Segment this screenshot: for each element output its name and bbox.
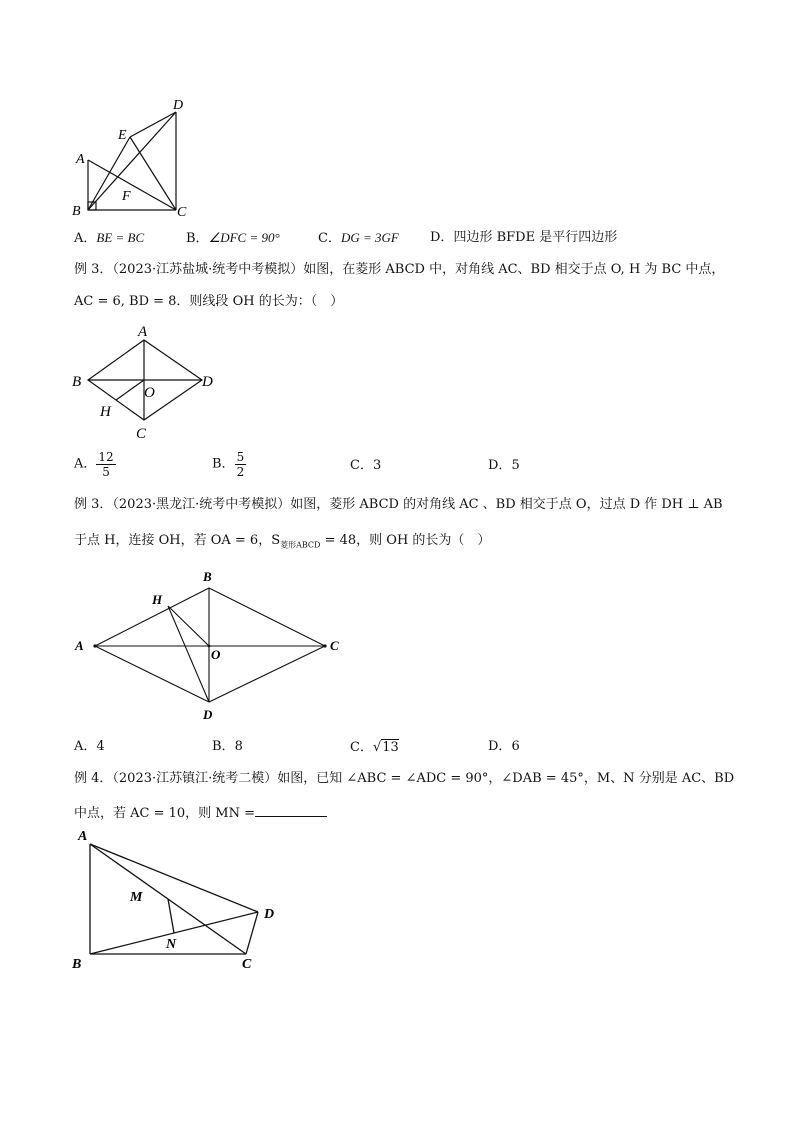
ex3b-label-d: D — [203, 707, 213, 722]
ex3a-option-c: C．3 — [350, 458, 382, 473]
ex4-label-d: D — [264, 907, 275, 922]
ex3a-question-line2: AC = 6, BD = 8．则线段 OH 的长为：（ ） — [74, 294, 344, 309]
ex4-label-n: N — [166, 937, 177, 952]
figure-rhombus-1 — [66, 322, 226, 444]
prev-option-a: A．BE = BC — [74, 230, 145, 246]
ex4-label-c: C — [242, 957, 252, 972]
ex3b-option-a: A．4 — [74, 739, 105, 754]
prev-option-c: C．DG = 3GF — [318, 230, 399, 246]
ex3a-option-d: D．5 — [488, 458, 520, 473]
ex3a-label-d: D — [202, 374, 213, 390]
ex3b-option-b: B．8 — [212, 739, 243, 754]
ex4-label-a: A — [78, 829, 88, 844]
fig1-label-c: C — [177, 205, 187, 220]
ex3b-label-c: C — [330, 638, 339, 653]
ex4-label-b: B — [72, 957, 82, 972]
ex3a-label-a: A — [138, 324, 148, 340]
figure-rhombus-2 — [70, 566, 350, 726]
ex3b-question-line1: 例 3．（2023·黑龙江·统考中考模拟）如图，菱形 ABCD 的对角线 AC 、BD 相交于点 O，过点 D 作 DH ⊥ AB — [74, 497, 723, 512]
fig1-label-d: D — [173, 98, 184, 113]
ex3b-option-d: D．6 — [488, 739, 520, 754]
fig1-label-f: F — [122, 189, 131, 204]
ex3b-question-line2: 于点 H，连接 OH，若 OA = 6，$S_{菱形ABCD} = 48$，则 OH 的长为（ ） — [74, 533, 491, 550]
ex3b-label-h: H — [152, 592, 163, 607]
ex3b-label-a: A — [75, 638, 84, 653]
ex3b-option-c: C．√13 — [350, 740, 399, 755]
fig1-label-a: A — [76, 152, 85, 167]
ex3a-label-b: B — [72, 374, 82, 390]
ex3a-label-h: H — [100, 404, 111, 420]
fig1-label-e: E — [118, 128, 127, 143]
ex3a-label-c: C — [136, 426, 147, 442]
ex3a-option-a: A． $\frac{12}{5}$ — [74, 450, 114, 479]
ex3b-label-b: B — [203, 569, 212, 584]
ex3a-option-b: B． $\frac{5}{2}$ — [212, 450, 245, 479]
ex3a-label-o: O — [144, 385, 155, 401]
ex3a-question-line1: 例 3．（2023·江苏盐城·统考中考模拟）如图，在菱形 ABCD 中，对角线 AC、BD 相交于点 O, H 为 BC 中点， — [74, 262, 725, 277]
ex4-question-line2: 中点，若 AC = 10，则 MN = — [74, 804, 327, 822]
ex3b-label-o: O — [211, 647, 221, 662]
fig1-label-b: B — [72, 204, 81, 219]
figure-quadrilateral-abcd — [68, 824, 298, 974]
prev-option-b: B．∠DFC = 90° — [186, 230, 280, 246]
ex4-label-m: M — [130, 890, 143, 905]
prev-option-d: D．四边形 BFDE 是平行四边形 — [430, 230, 618, 245]
answer-blank[interactable] — [255, 804, 327, 817]
ex4-question-line1: 例 4．（2023·江苏镇江·统考二模）如图，已知 ∠ABC = ∠ADC = 90°，∠DAB = 45°，M、N 分别是 AC、BD — [74, 771, 735, 786]
figure-quadrilateral-bcde — [60, 92, 200, 224]
